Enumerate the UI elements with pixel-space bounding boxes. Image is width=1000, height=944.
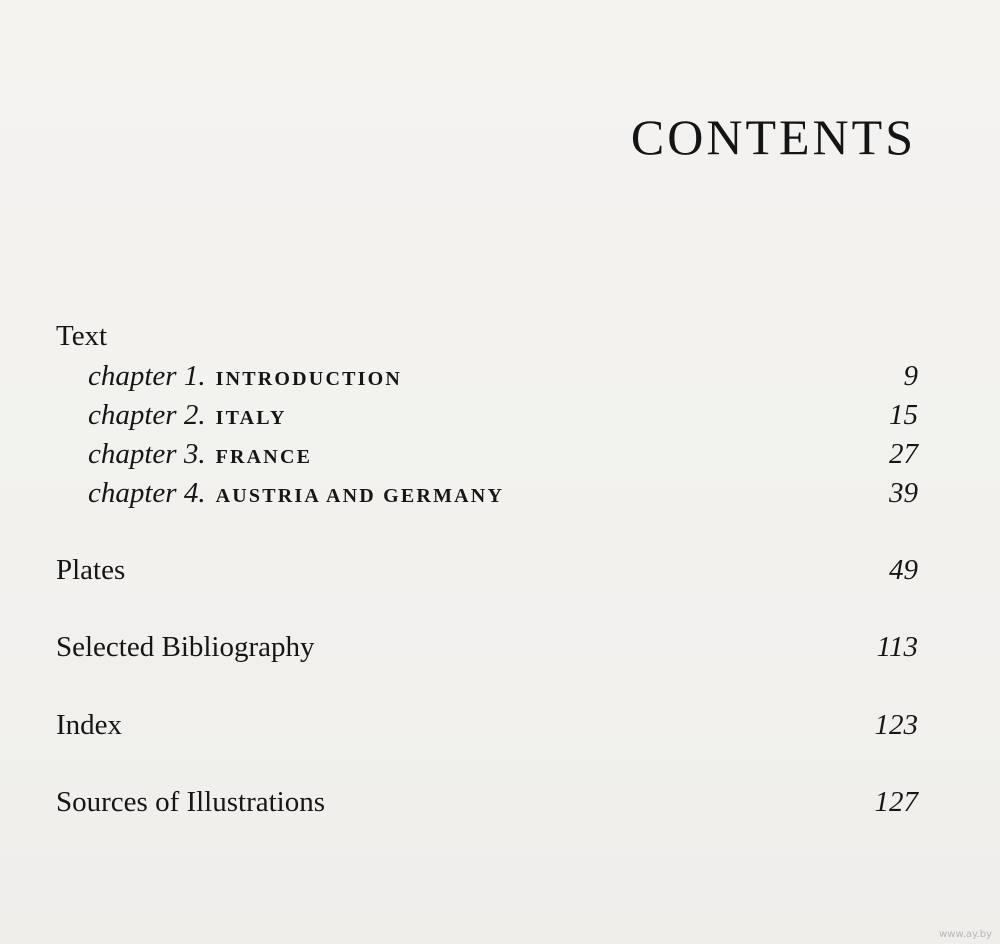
plates-page: 49 <box>889 554 918 586</box>
chapter-4-title: AUSTRIA AND GERMANY <box>215 485 505 507</box>
chapter-1-label: chapter 1. <box>88 360 206 392</box>
chapter-2-entry <box>88 395 918 435</box>
chapter-4-entry <box>88 473 918 513</box>
index-entry <box>56 705 918 745</box>
bibliography-label: Selected Bibliography <box>56 631 315 663</box>
plates-label: Plates <box>56 554 126 586</box>
chapter-1-page: 9 <box>903 360 918 392</box>
chapter-3-title: FRANCE <box>215 446 313 468</box>
sources-entry <box>56 782 918 822</box>
index-label: Index <box>56 709 123 741</box>
bibliography-page: 113 <box>876 631 918 663</box>
index-page: 123 <box>874 709 918 741</box>
chapter-1-entry <box>88 356 918 396</box>
chapter-2-title: ITALY <box>215 407 287 429</box>
sources-label: Sources of Illustrations <box>56 786 326 818</box>
chapter-4-label: chapter 4. <box>88 477 206 509</box>
text-section-heading <box>56 316 918 356</box>
bibliography-entry <box>56 627 918 667</box>
page-title: CONTENTS <box>630 109 916 165</box>
text-section-label: Text <box>56 320 108 352</box>
chapter-2-label: chapter 2. <box>88 399 206 431</box>
chapter-3-label: chapter 3. <box>88 438 206 470</box>
watermark: www.ay.by <box>939 929 992 940</box>
chapter-3-page: 27 <box>889 438 918 470</box>
chapter-4-page: 39 <box>889 477 918 509</box>
chapter-2-page: 15 <box>889 399 918 431</box>
chapter-3-entry <box>88 434 918 474</box>
sources-page: 127 <box>874 786 918 818</box>
chapter-1-title: INTRODUCTION <box>215 368 403 390</box>
plates-entry <box>56 550 918 590</box>
